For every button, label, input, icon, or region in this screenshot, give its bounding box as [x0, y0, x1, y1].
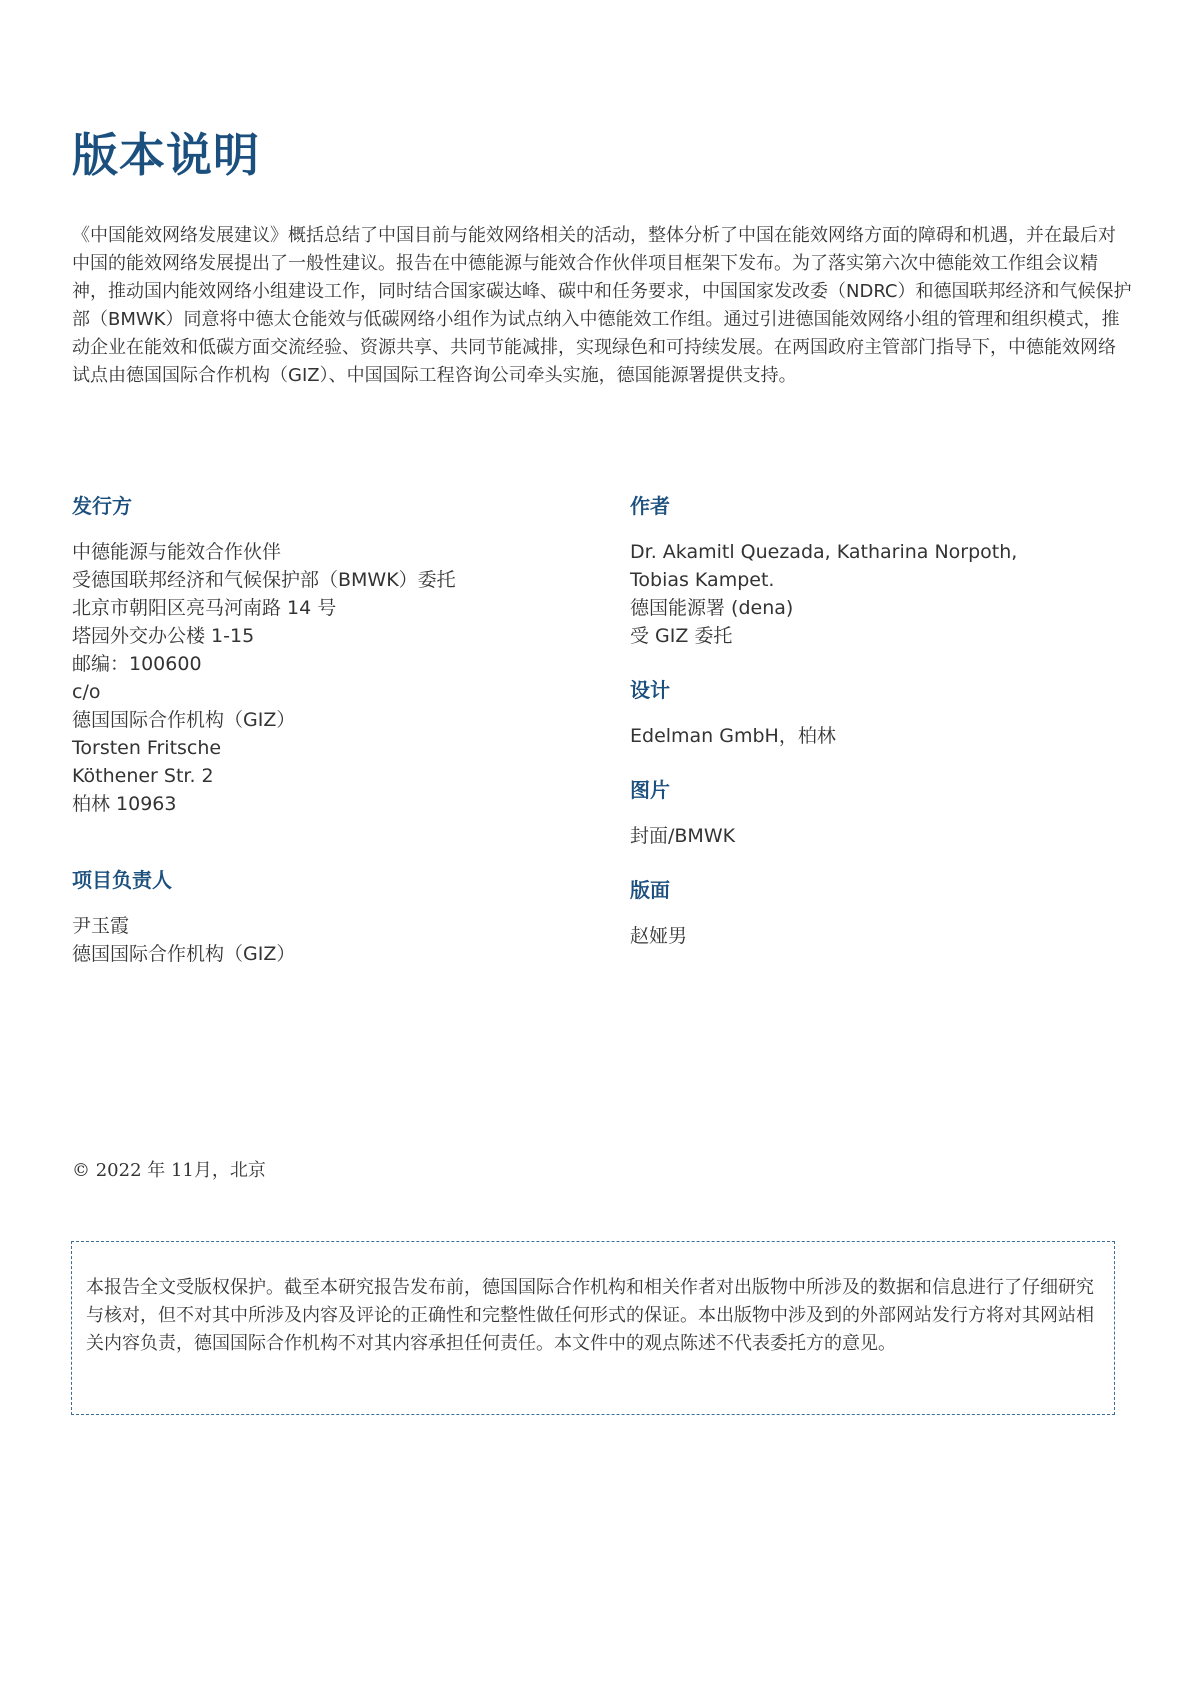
publisher-line: 北京市朝阳区亮马河南路 14 号	[72, 597, 337, 619]
publisher-section	[72, 492, 592, 818]
intro-paragraph: 《中国能效网络发展建议》概括总结了中国目前与能效网络相关的活动，整体分析了中国在能效网络方面的障碍和机遇，并在最后对中国的能效网络发展提出了一般性建议。报告在中德能源与能效合作伙伴项目框架下发布。为了落实第六次中德能效工作组会议精神，推动国内能效网络小组建设工作，同时结合国家碳达峰、碳中和任务要求，中国国家发改委（NDRC）和德国联邦经济和气候保护部（BMWK）同意将中德太仓能效与低碳网络小组作为试点纳入中德能效工作组。通过引进德国能效网络小组的管理和组织模式，推动企业在能效和低碳方面交流经验、资源共享、共同节能减排，实现绿色和可持续发展。在两国政府主管部门指导下，中德能效网络试点由德国国际合作机构（GIZ）、中国国际工程咨询公司牵头实施，德国能源署提供支持。	[72, 225, 1132, 386]
authors-section	[630, 492, 1150, 650]
publisher-line: Köthener Str. 2	[72, 765, 214, 787]
publisher-heading: 发行方	[72, 494, 132, 518]
authors-line: Tobias Kampet.	[630, 569, 775, 591]
copyright-notice: © 2022 年 11月，北京	[72, 1160, 266, 1181]
publisher-line: 柏林 10963	[72, 793, 177, 815]
publisher-lines	[72, 538, 592, 818]
images-heading: 图片	[630, 778, 670, 802]
disclaimer-box	[71, 1241, 1115, 1415]
layout-line: 赵娅男	[630, 925, 688, 947]
authors-line: 受 GIZ 委托	[630, 625, 733, 647]
layout-section	[630, 876, 1150, 950]
images-lines	[630, 822, 1150, 850]
project-lead-heading: 项目负责人	[72, 868, 172, 892]
left-column	[72, 492, 592, 968]
layout-heading: 版面	[630, 878, 670, 902]
design-line: Edelman GmbH，柏林	[630, 725, 836, 747]
project-lead-lines	[72, 912, 592, 968]
design-lines	[630, 722, 1150, 750]
images-section	[630, 776, 1150, 850]
layout-lines	[630, 922, 1150, 950]
design-heading: 设计	[630, 678, 670, 702]
disclaimer-text: 本报告全文受版权保护。截至本研究报告发布前，德国国际合作机构和相关作者对出版物中所涉及的数据和信息进行了仔细研究与核对，但不对其中所涉及内容及评论的正确性和完整性做任何形式的保证。本出版物中涉及到的外部网站发行方将对其网站相关内容负责，德国国际合作机构不对其内容承担任何责任。本文件中的观点陈述不代表委托方的意见。	[86, 1277, 1094, 1354]
images-line: 封面/BMWK	[630, 825, 736, 847]
project-lead-line: 德国国际合作机构（GIZ）	[72, 943, 296, 965]
authors-line: Dr. Akamitl Quezada, Katharina Norpoth,	[630, 541, 1018, 563]
right-column	[630, 492, 1150, 950]
publisher-line: 中德能源与能效合作伙伴	[72, 541, 282, 563]
publisher-line: 受德国联邦经济和气候保护部（BMWK）委托	[72, 569, 456, 591]
publisher-line: 德国国际合作机构（GIZ）	[72, 709, 296, 731]
page-title: 版本说明	[72, 128, 260, 182]
publisher-line: Torsten Fritsche	[72, 737, 222, 759]
publisher-line: c/o	[72, 681, 101, 703]
design-section	[630, 676, 1150, 750]
publisher-line: 塔园外交办公楼 1-15	[72, 625, 255, 647]
project-lead-section	[72, 866, 592, 968]
authors-heading: 作者	[630, 494, 670, 518]
publisher-line: 邮编：100600	[72, 653, 202, 675]
authors-line: 德国能源署 (dena)	[630, 597, 794, 619]
authors-lines	[630, 538, 1150, 650]
project-lead-line: 尹玉霞	[72, 915, 130, 937]
